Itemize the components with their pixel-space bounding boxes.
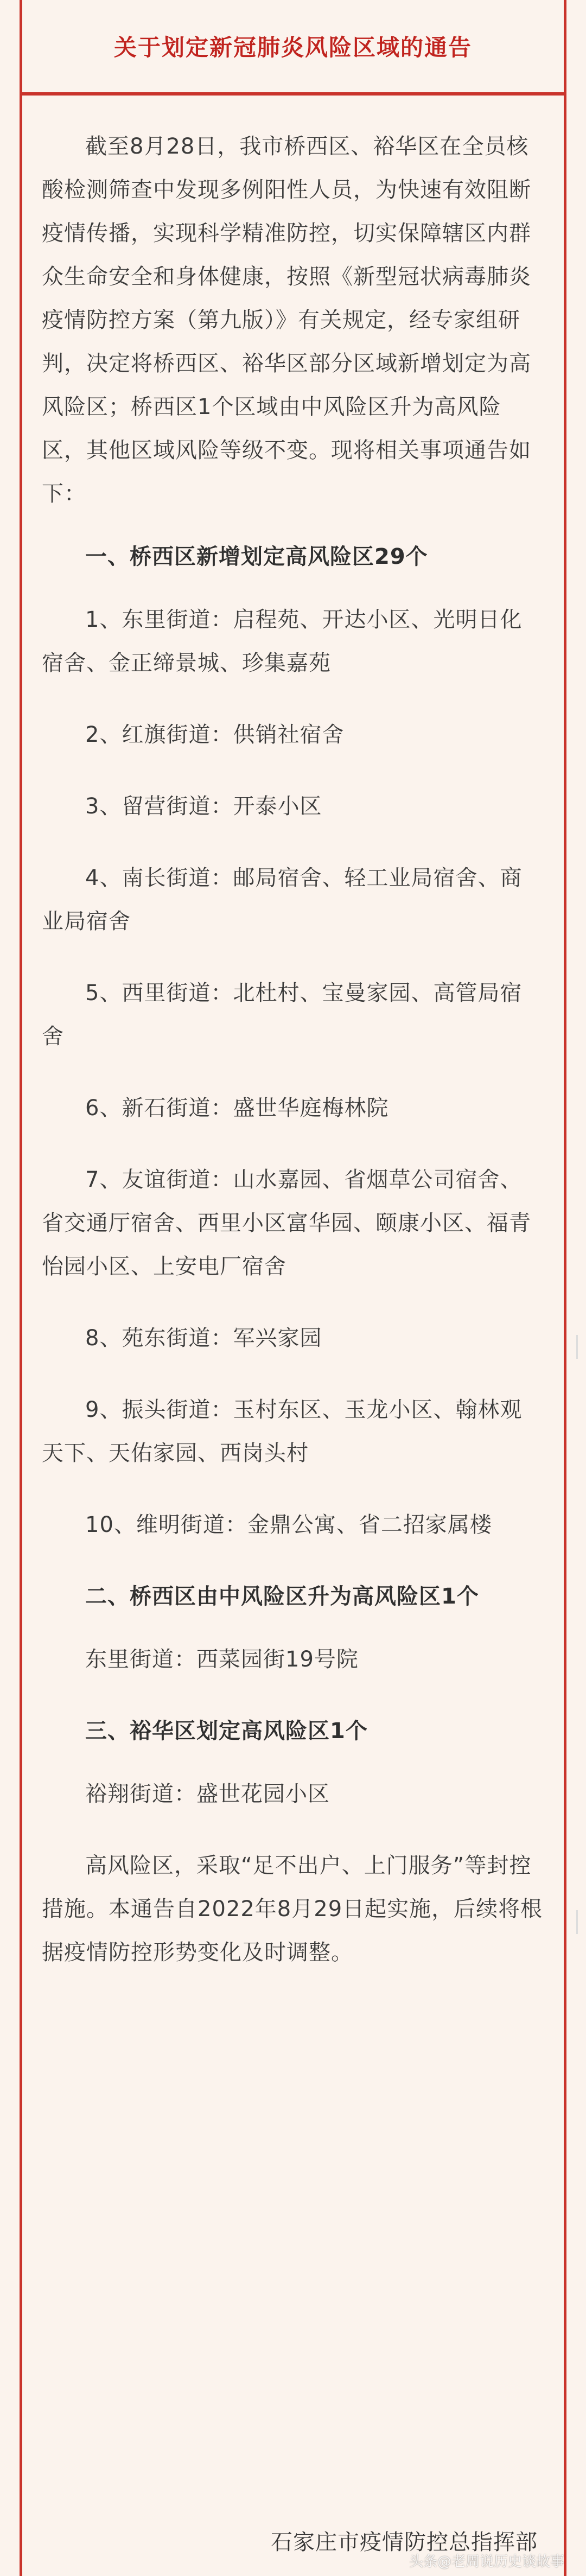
section-3-item: 裕翔街道：盛世花园小区 [85,1782,330,1807]
section-1-item: 4、南长街道：邮局宿舍、轻工业局宿舍、商业局宿舍 [42,866,523,934]
signature: 石家庄市疫情防控总指挥部 [271,2530,538,2555]
section-1-item: 3、留营街道：开泰小区 [85,794,322,819]
section-1-item: 1、东里街道：启程苑、开达小区、光明日化宿舍、金正缔景城、珍集嘉苑 [42,607,523,676]
section-1-item: 2、红旗街道：供销社宿舍 [85,722,345,747]
intro-paragraph: 截至8月28日，我市桥西区、裕华区在全员核酸检测筛查中发现多例阳性人员，为快速有效阻断疫情传播，实现科学精准防控，切实保障辖区内群众生命安全和身体健康，按照《新型冠状病毒肺炎疫情防控方案（第九版）》有关规定，经专家组研判，决定将桥西区、裕华区部分区域新增划定为高风险区；桥西区1个区域由中风险区升为高风险区，其他区域风险等级不变。现将相关事项通告如下： [42,134,531,506]
watermark: 头条@老周说历史谈故事 [409,2554,564,2570]
section-1-item: 10、维明街道：金鼎公寓、省二招家属楼 [85,1512,492,1537]
title-bar [22,0,564,96]
section-1-heading: 一、桥西区新增划定高风险区29个 [85,544,428,569]
section-1-item: 9、振头街道：玉村东区、玉龙小区、翰林观天下、天佑家园、西岗头村 [42,1397,523,1466]
notice-content [22,92,564,1994]
section-2-item: 东里街道：西菜园街19号院 [85,1647,359,1672]
section-1-item: 6、新石街道：盛世华庭梅林院 [85,1096,389,1121]
section-1-item: 5、西里街道：北杜村、宝曼家园、高管局宿舍 [42,981,523,1049]
closing-paragraph: 高风险区，采取“足不出户、上门服务”等封控措施。本通告自2022年8月29日起实施，后续将根据疫情防控形势变化及时调整。 [42,1853,543,1965]
notice-page [20,0,566,2576]
section-3-heading: 三、裕华区划定高风险区1个 [85,1719,368,1744]
scroll-marker [576,1335,578,1359]
section-1-item: 8、苑东街道：军兴家园 [85,1326,322,1351]
notice-title: 关于划定新冠肺炎风险区域的通告 [113,34,472,61]
scroll-marker [576,1910,578,1934]
section-2-heading: 二、桥西区由中风险区升为高风险区1个 [85,1584,479,1609]
section-1-item: 7、友谊街道：山水嘉园、省烟草公司宿舍、省交通厅宿舍、西里小区富华园、颐康小区、福青怡园小区、上安电厂宿舍 [42,1167,531,1279]
